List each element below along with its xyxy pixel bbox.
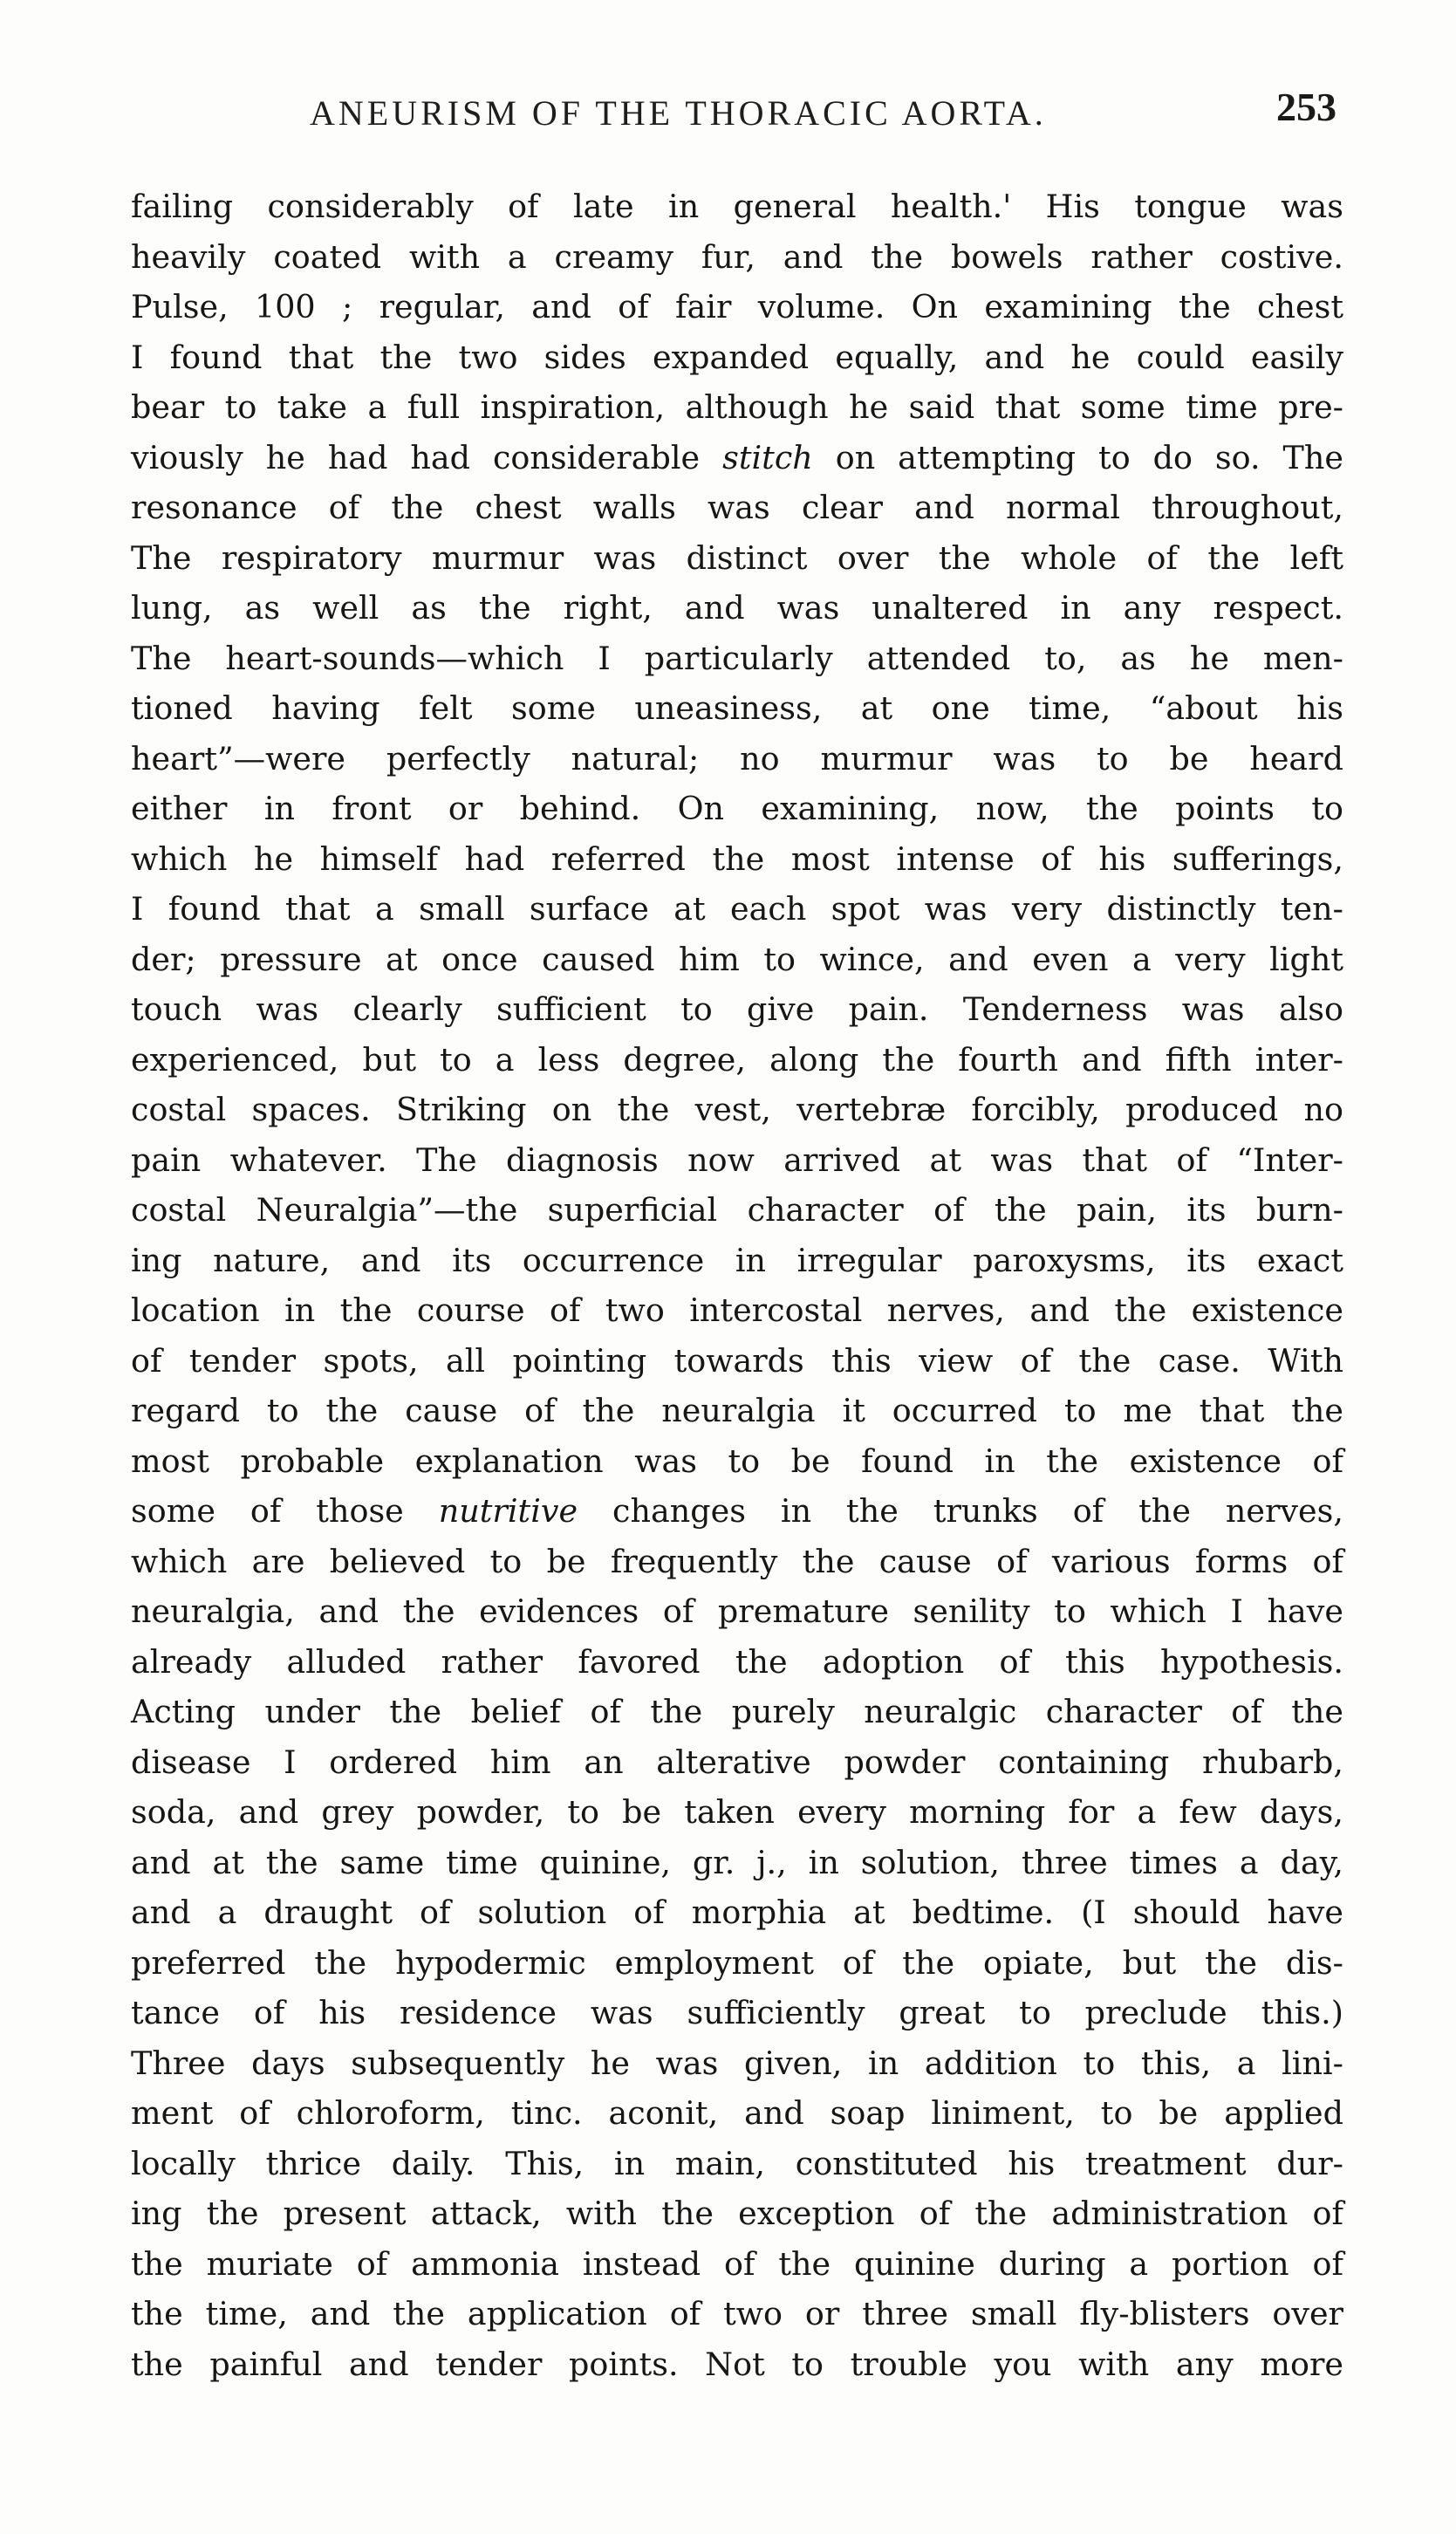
text-line: tance of his residence was sufficiently great to preclude this.): [131, 1994, 1343, 2031]
page-number: 253: [1276, 85, 1336, 129]
text-line: which he himself had referred the most intense of his sufferings,: [131, 839, 1343, 878]
text-line: regard to the cause of the neuralgia it occurred to me that the: [131, 1392, 1343, 1429]
text-line: locally thrice daily. This, in main, constituted his treatment dur-: [131, 2144, 1343, 2182]
text-line: I found that the two sides expanded equally, and he could easily: [131, 338, 1343, 376]
text-line: ment of chloroform, tinc. aconit, and soap liniment, to be applied: [131, 2094, 1343, 2132]
text-line: of tender spots, all pointing towards this view of the case. With: [131, 1341, 1343, 1380]
text-line: touch was clearly sufficient to give pain. Tenderness was also: [131, 990, 1343, 1028]
text-line: der; pressure at once caused him to wince, and even a very light: [131, 940, 1343, 978]
text-line: tioned having felt some uneasiness, at one time, “about his: [131, 689, 1343, 727]
text-line: disease I ordered him an alterative powder containing rhubarb,: [131, 1743, 1343, 1781]
text-line: bear to take a full inspiration, although he said that some time pre-: [131, 388, 1343, 426]
text-line: the time, and the application of two or three small fly-blisters over: [131, 2295, 1343, 2332]
text-line: The heart-sounds—which I particularly attended to, as he men-: [131, 639, 1343, 677]
text-line: lung, as well as the right, and was unaltered in any respect.: [131, 589, 1343, 627]
text-line: neuralgia, and the evidences of premature senility to which I have: [131, 1592, 1343, 1630]
text-line: heavily coated with a creamy fur, and the bowels rather costive.: [131, 237, 1343, 276]
text-line: pain whatever. The diagnosis now arrived at was that of “Inter-: [131, 1140, 1343, 1179]
running-head: [131, 87, 1343, 140]
text-line: costal Neuralgia”—the superficial character of the pain, its burn-: [131, 1191, 1343, 1229]
text-line: some of those nutritive changes in the trunks of the nerves,: [131, 1492, 1343, 1530]
text-line: which are believed to be frequently the cause of various forms of: [131, 1542, 1343, 1580]
text-line: and a draught of solution of morphia at bedtime. (I should have: [131, 1894, 1343, 1931]
text-line: ing nature, and its occurrence in irregular paroxysms, its exact: [131, 1241, 1343, 1279]
text-line: costal spaces. Striking on the vest, vertebræ forcibly, produced no: [131, 1091, 1343, 1128]
text-line: soda, and grey powder, to be taken every morning for a few days,: [131, 1793, 1343, 1831]
body-text: [131, 181, 1343, 2389]
running-title: ANEURISM OF THE THORACIC AORTA.: [310, 93, 1047, 133]
text-line: already alluded rather favored the adoption of this hypothesis.: [131, 1642, 1343, 1681]
text-line: the painful and tender points. Not to trouble you with any more: [131, 2345, 1343, 2383]
text-line: and at the same time quinine, gr. j., in solution, three times a day,: [131, 1843, 1343, 1881]
text-line: heart”—were perfectly natural; no murmur was to be heard: [131, 739, 1343, 777]
text-line: the muriate of ammonia instead of the quinine during a portion of: [131, 2244, 1343, 2283]
text-line: preferred the hypodermic employment of the opiate, but the dis-: [131, 1943, 1343, 1982]
text-line: most probable explanation was to be found in the existence of: [131, 1442, 1343, 1480]
text-line: location in the course of two intercostal nerves, and the existence: [131, 1291, 1343, 1329]
text-line: Pulse, 100 ; regular, and of fair volume. On examining the chest: [131, 288, 1343, 325]
text-line: ing the present attack, with the exception of the administration of: [131, 2195, 1343, 2232]
text-line: The respiratory murmur was distinct over the whole of the left: [131, 538, 1343, 577]
text-line: Acting under the belief of the purely neuralgic character of the: [131, 1693, 1343, 1730]
text-line: I found that a small surface at each spot was very distinctly ten-: [131, 890, 1343, 928]
text-line: experienced, but to a less degree, along the fourth and fifth inter-: [131, 1040, 1343, 1079]
text-line: either in front or behind. On examining, now, the points to: [131, 790, 1343, 827]
text-line: viously he had had considerable stitch on attempting to do so. The: [131, 438, 1343, 476]
text-line: failing considerably of late in general health.' His tongue was: [131, 188, 1343, 225]
text-line: resonance of the chest walls was clear and normal throughout,: [131, 489, 1343, 526]
text-line: Three days subsequently he was given, in addition to this, a lini-: [131, 2044, 1343, 2082]
